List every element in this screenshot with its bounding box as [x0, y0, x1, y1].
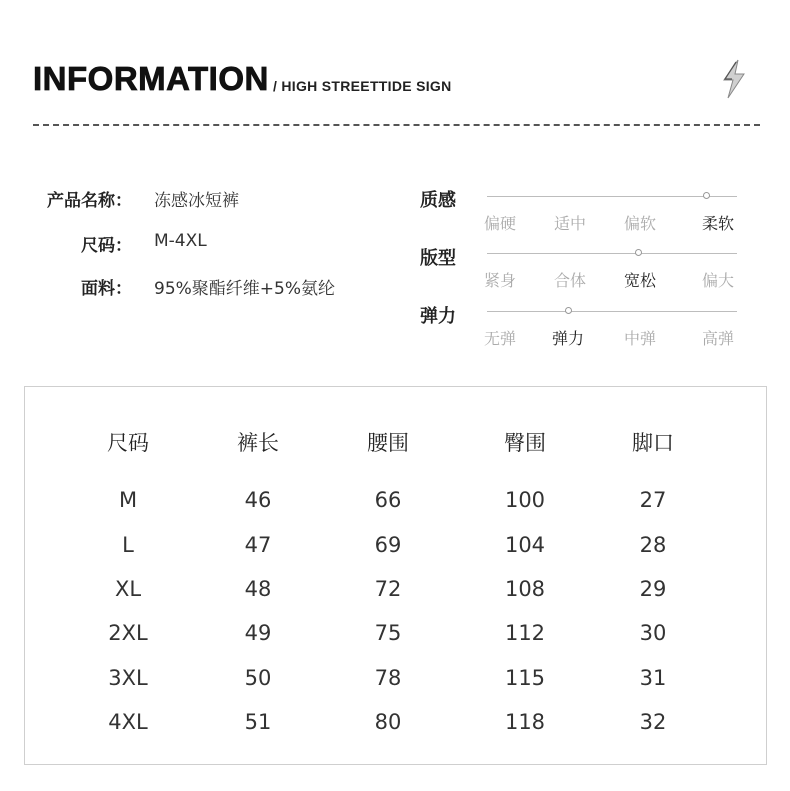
- header-title: INFORMATION: [33, 60, 269, 97]
- table-cell: 47: [244, 533, 272, 557]
- table-cell: 66: [374, 488, 402, 512]
- table-cell: 4XL: [108, 710, 148, 734]
- info-value: M-4XL: [154, 231, 207, 251]
- scale-track: [487, 196, 737, 197]
- table-cell: XL: [114, 577, 142, 601]
- table-cell: 46: [244, 488, 272, 512]
- table-cell: 28: [639, 533, 667, 557]
- table-cell: 27: [639, 488, 667, 512]
- table-cell: 69: [374, 533, 402, 557]
- scale-option: 偏硬: [483, 214, 516, 233]
- table-cell: 118: [504, 710, 546, 734]
- table-cell: 2XL: [108, 621, 148, 645]
- table-header-length: 裤长: [237, 431, 279, 455]
- scale-option: 中弹: [623, 329, 656, 348]
- attribute-label-fit: 版型: [420, 248, 456, 269]
- scale-option-selected: 宽松: [623, 271, 656, 290]
- table-cell: 32: [639, 710, 667, 734]
- scale-option: 合体: [553, 271, 586, 290]
- info-value: 95%聚酯纤维+5%氨纶: [154, 279, 335, 299]
- table-header-hem: 脚口: [632, 431, 674, 455]
- table-cell: 72: [374, 577, 402, 601]
- table-cell: 48: [244, 577, 272, 601]
- attribute-label-texture: 质感: [420, 190, 456, 211]
- header-subtitle: / HIGH STREETTIDE SIGN: [273, 78, 452, 94]
- table-cell: 112: [504, 621, 546, 645]
- table-cell: 49: [244, 621, 272, 645]
- table-cell: 100: [504, 488, 546, 512]
- scale-track: [487, 253, 737, 254]
- table-header-waist: 腰围: [367, 431, 409, 455]
- info-label: 产品名称：: [47, 191, 132, 211]
- table-header-size: 尺码: [107, 431, 149, 455]
- table-cell: 50: [244, 666, 272, 690]
- table-header-hip: 臀围: [504, 431, 546, 455]
- table-cell: 51: [244, 710, 272, 734]
- table-cell: L: [122, 533, 134, 557]
- table-cell: 75: [374, 621, 402, 645]
- scale-option: 偏软: [623, 214, 656, 233]
- table-cell: 31: [639, 666, 667, 690]
- scale-option: 适中: [553, 214, 586, 233]
- info-label: 尺码：: [81, 236, 132, 256]
- table-cell: 78: [374, 666, 402, 690]
- info-value: 冻感冰短裤: [154, 191, 239, 211]
- scale-option: 无弹: [483, 329, 516, 348]
- table-cell: 3XL: [108, 666, 148, 690]
- scale-track: [487, 311, 737, 312]
- scale-indicator: [565, 307, 572, 314]
- attribute-label-stretch: 弹力: [420, 306, 456, 327]
- lightning-bolt-icon: [716, 58, 750, 100]
- table-cell: 115: [504, 666, 546, 690]
- scale-indicator: [703, 192, 710, 199]
- scale-indicator: [635, 249, 642, 256]
- table-cell: 80: [374, 710, 402, 734]
- header-divider: [33, 124, 760, 126]
- table-cell: 104: [504, 533, 546, 557]
- scale-option: 高弹: [701, 329, 734, 348]
- table-cell: 30: [639, 621, 667, 645]
- table-cell: 108: [504, 577, 546, 601]
- table-cell: 29: [639, 577, 667, 601]
- size-table: [24, 386, 767, 765]
- scale-option-selected: 柔软: [701, 214, 734, 233]
- info-label: 面料：: [81, 279, 132, 299]
- table-cell: M: [118, 488, 138, 512]
- scale-option-selected: 弹力: [551, 329, 584, 348]
- scale-option: 紧身: [483, 271, 516, 290]
- scale-option: 偏大: [701, 271, 734, 290]
